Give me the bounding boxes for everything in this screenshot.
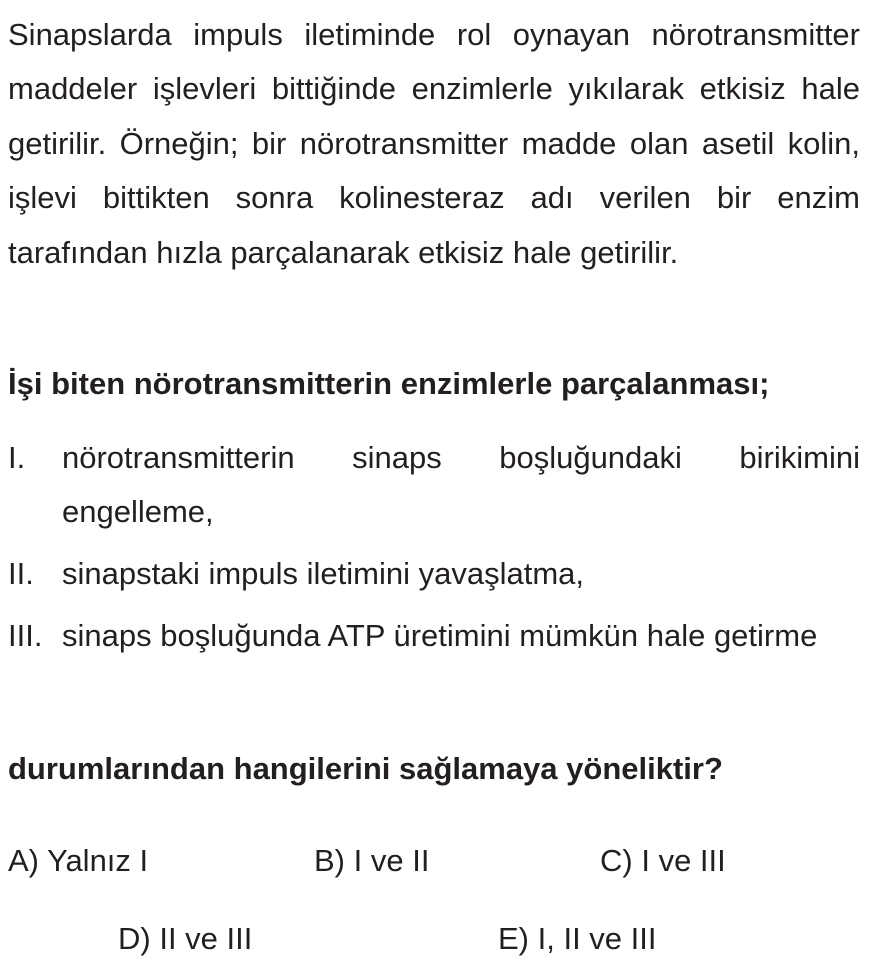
option-e[interactable] [498,912,657,966]
statement-item [8,431,860,539]
statement-item [8,609,860,663]
option-c[interactable] [600,834,726,888]
statement-text: sinapstaki impuls iletimini yavaşlatma, [62,556,585,591]
question-stem: İşi biten nörotransmitterin enzimlerle parçalanması; [8,366,770,401]
question-text: durumlarından hangilerini sağlamaya yöneliktir? [8,751,723,786]
statement-number: II. [8,556,34,591]
statement-text: sinaps boşluğunda ATP üretimini mümkün hale getirme [62,618,818,653]
statement-item [8,547,860,601]
option-text: I, II ve III [537,921,657,956]
option-text: I ve III [641,843,726,878]
option-text: I ve II [353,843,430,878]
option-letter: B) [314,843,345,878]
option-d[interactable] [118,912,252,966]
option-letter: E) [498,921,529,956]
option-letter: A) [8,843,39,878]
option-letter: D) [118,921,151,956]
statement-number: I. [8,440,26,475]
statement-number: III. [8,618,43,653]
option-letter: C) [600,843,633,878]
option-text: Yalnız I [47,843,149,878]
option-a[interactable] [8,834,148,888]
statement-list [8,431,860,663]
option-text: II ve III [159,921,253,956]
passage-text: Sinapslarda impuls iletiminde rol oynayan nörotransmitter maddeler işlevleri bittiğinde enzimlerle yıkılarak etkisiz hale getirilir. Örneğin; bir nörotransmitter madde olan asetil kolin, işlevi bittikten sonra kolinesteraz adı verilen bir enzim tarafından hızla parçalanarak etkisiz hale getirilir. [8,17,860,270]
option-b[interactable] [314,834,429,888]
statement-text: nörotransmitterin sinaps boşluğundaki birikimini engelleme, [62,440,860,529]
